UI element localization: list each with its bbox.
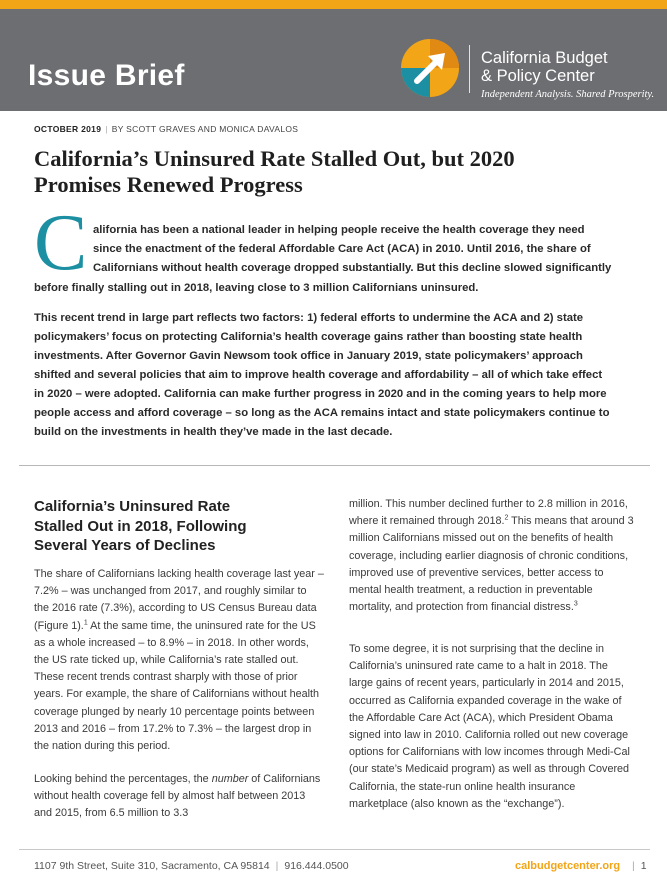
footnote-ref: 1 (83, 619, 88, 627)
org-name-line2: & Policy Center (481, 67, 595, 85)
intro-line: before finally stalling out in 2018, leaving close to 3 million Californians uninsured. (34, 282, 479, 294)
logo-divider (469, 45, 470, 93)
body-paragraph: The share of Californians lacking health coverage last year – 7.2% – was unchanged from 2017, and roughly similar to the 2016 rate (7.3%), according to US Census Bureau data (Figure 1).$^1$ At the same time, the uninsured rate for the US as a whole increased – to 8.9% – in 2018. In other words, the US rate ticked up, while California’s rate stalled out. These recent trends contrast sharply with those of prior years. For example, the share of Californians without health coverage plunged by nearly 10 percentage points between 2013 and 2016 – from 17.2% to 7.3% – the largest drop in the nation during this period. (34, 568, 324, 753)
page-number: | 1 (632, 860, 647, 872)
footer-rule (19, 849, 650, 850)
body-paragraph: million. This number declined further to 2.8 million in 2016, where it remained through 2018.$^2$ This means that around 3 million Californians missed out on the benefits of health coverage, including earlier diagnosis of chronic conditions, improved use of preventive services, better access to mental health treatment, a reduction in preventable mortality, and protection from financial distress.$^3$ (349, 498, 634, 614)
dateline: OCTOBER 2019 | BY SCOTT GRAVES AND MONICA DAVALOS (34, 124, 299, 134)
intro-line: shifted and several policies that aim to improve health coverage and affordability – all of which take effect (34, 369, 603, 381)
intro-line: policymakers’ focus on protecting California’s health coverage gains rather than boosting state health (34, 331, 583, 343)
cbpc-logo-icon (400, 38, 460, 98)
top-accent-stripe (0, 0, 667, 9)
title-line-2: Promises Renewed Progress (34, 172, 303, 197)
intro-line: since the enactment of the federal Affordable Care Act (ACA) in 2010. Until 2016, the share of (93, 243, 591, 255)
byline: BY SCOTT GRAVES AND MONICA DAVALOS (111, 124, 299, 134)
section-divider (19, 465, 650, 466)
footnote-ref: 3 (573, 600, 578, 608)
article-title (34, 146, 634, 198)
intro-line: in 2020 – were adopted. California can make further progress in 2020 and in the coming years to help more (34, 388, 607, 400)
body-paragraph: To some degree, it is not surprising that the decline in California’s uninsured rate came to a halt in 2018. The large gains of recent years, particularly in 2014 and 2015, occurred as California expanded coverage in the wake of the Affordable Care Act (ACA), which President Obama signed into law in 2010. California rolled out new coverage options for Californians with low incomes through Medi-Cal (our state’s Medicaid program) as well as through Covered California, the state-run online health insurance marketplace (also known as the “exchange”). (349, 643, 630, 810)
publication-date: OCTOBER 2019 (34, 124, 102, 134)
intro-line: people access and afford coverage – so long as the ACA remains intact and state policymakers continue to (34, 407, 610, 419)
section-heading (34, 497, 304, 556)
footer-phone: 916.444.0500 (284, 860, 349, 872)
title-line-1: California’s Uninsured Rate Stalled Out, but 2020 (34, 146, 515, 171)
drop-cap: C (34, 199, 88, 287)
intro-line: This recent trend in large part reflects two factors: 1) federal efforts to undermine the ACA and 2) state (34, 312, 584, 324)
section-heading-line: Several Years of Declines (34, 537, 216, 554)
intro-line: investments. After Governor Gavin Newsom took office in January 2019, state policymakers’ approach (34, 350, 583, 362)
body-paragraph: Looking behind the percentages, the number of Californians without health coverage fell by almost half between 2013 and 2015, from 6.5 million to 3.3 (34, 773, 321, 820)
issue-brief-label: Issue Brief (28, 59, 185, 92)
website-link[interactable]: calbudgetcenter.org (515, 860, 621, 872)
section-heading-line: Stalled Out in 2018, Following (34, 517, 247, 535)
intro-line: Californians without health coverage dropped substantially. But this decline slowed significantly (93, 262, 612, 274)
footnote-ref: 2 (504, 514, 509, 522)
intro-line: build on the investments in health they’ve made in the last decade. (34, 426, 393, 438)
section-heading-line: California’s Uninsured Rate (34, 498, 231, 515)
footer-address: 1107 9th Street, Suite 310, Sacramento, CA 95814 | 916.444.0500 (34, 860, 349, 872)
intro-line: alifornia has been a national leader in helping people receive the health coverage they need (93, 224, 585, 236)
org-tagline: Independent Analysis. Shared Prosperity. (481, 89, 655, 100)
header-banner (0, 9, 667, 111)
org-name-line1: California Budget (481, 49, 608, 67)
